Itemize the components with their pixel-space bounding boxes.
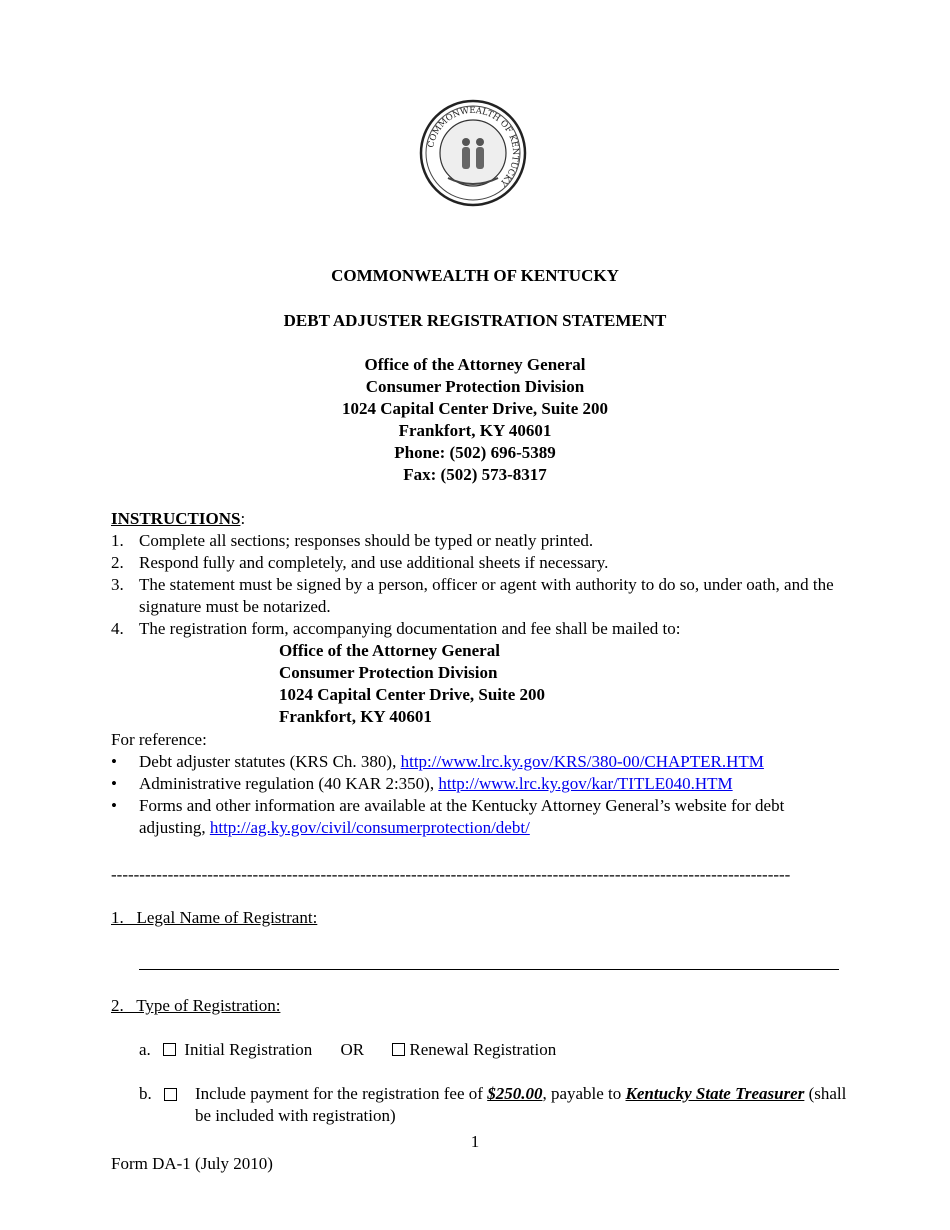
instruction-number: 2. — [111, 553, 124, 572]
reference-text: Administrative regulation (40 KAR 2:350), — [139, 774, 439, 793]
instruction-number: 3. — [111, 575, 124, 594]
office-line: Frankfort, KY 40601 — [398, 421, 552, 440]
dashed-divider: ------------------------------------------------------------------------------------------------------------------------ — [111, 865, 791, 884]
fee-text: (shall be included with registration) — [195, 1084, 847, 1125]
form-id: Form DA-1 (July 2010) — [111, 1154, 273, 1173]
reference-label: For reference: — [111, 730, 207, 749]
initial-registration-checkbox[interactable] — [163, 1043, 176, 1056]
instruction-text: Respond fully and completely, and use additional sheets if necessary. — [139, 553, 609, 572]
section-1-label: 1. Legal Name of Registrant: — [111, 908, 318, 927]
instruction-item — [111, 552, 851, 574]
fee-text: , payable to — [542, 1084, 626, 1103]
mailing-line: Consumer Protection Division — [279, 663, 498, 682]
document-title: DEBT ADJUSTER REGISTRATION STATEMENT — [283, 311, 667, 330]
office-line: Fax: (502) 573-8317 — [403, 465, 547, 484]
office-line: Consumer Protection Division — [365, 377, 585, 396]
kar-regulation-link[interactable]: http://www.lrc.ky.gov/kar/TITLE040.HTM — [438, 774, 733, 793]
payee-name: Kentucky State Treasurer — [625, 1084, 805, 1103]
seal-text: COMMONWEALTH OF KENTUCKY — [426, 105, 521, 188]
reference-list — [111, 751, 851, 839]
instructions-list — [111, 530, 851, 640]
reference-text: Debt adjuster statutes (KRS Ch. 380), — [139, 752, 401, 771]
reference-item — [111, 751, 851, 773]
or-label: OR — [340, 1040, 365, 1059]
instructions-heading — [111, 508, 245, 530]
instruction-item — [111, 618, 851, 640]
instruction-item — [111, 530, 851, 552]
option-letter-a: a. — [139, 1040, 151, 1059]
mailing-line: Office of the Attorney General — [279, 641, 500, 660]
option-letter-b: b. — [139, 1084, 152, 1103]
renewal-registration-label: Renewal Registration — [409, 1040, 557, 1059]
krs-statutes-link[interactable]: http://www.lrc.ky.gov/KRS/380-00/CHAPTER.HTM — [400, 752, 764, 771]
office-line: Phone: (502) 696-5389 — [394, 443, 556, 462]
page-number: 1 — [470, 1132, 480, 1151]
renewal-registration-checkbox[interactable] — [392, 1043, 405, 1056]
initial-registration-label: Initial Registration — [184, 1040, 313, 1059]
state-heading: COMMONWEALTH OF KENTUCKY — [331, 266, 619, 285]
fee-payment-checkbox[interactable] — [164, 1088, 177, 1101]
instruction-item — [111, 574, 851, 618]
instruction-text: The registration form, accompanying documentation and fee shall be mailed to: — [139, 619, 681, 638]
instructions-colon: : — [240, 509, 246, 528]
bullet-icon: • — [111, 774, 117, 793]
instruction-text: Complete all sections; responses should be typed or neatly printed. — [139, 531, 594, 550]
reference-item — [111, 795, 851, 839]
instruction-number: 1. — [111, 531, 124, 550]
ag-website-link[interactable]: http://ag.ky.gov/civil/consumerprotection/debt/ — [209, 818, 530, 837]
section-2-label: 2. Type of Registration: — [111, 996, 281, 1015]
registration-type-row — [139, 1039, 556, 1061]
mailing-line: 1024 Capital Center Drive, Suite 200 — [279, 685, 545, 704]
mailing-address-block — [279, 640, 545, 728]
reference-item — [111, 773, 851, 795]
office-address-block — [0, 354, 950, 486]
instruction-text: The statement must be signed by a person, officer or agent with authority to do so, under oath, and the signature must be notarized. — [139, 575, 834, 616]
bullet-icon: • — [111, 796, 117, 815]
fee-payment-text — [195, 1083, 850, 1127]
state-seal — [418, 98, 528, 208]
fee-text: Include payment for the registration fee of — [195, 1084, 488, 1103]
mailing-line: Frankfort, KY 40601 — [279, 707, 432, 726]
office-line: Office of the Attorney General — [364, 355, 586, 374]
legal-name-field[interactable] — [139, 968, 839, 970]
fee-amount: $250.00 — [487, 1084, 543, 1103]
bullet-icon: • — [111, 752, 117, 771]
instructions-label: INSTRUCTIONS — [111, 509, 241, 528]
instruction-number: 4. — [111, 619, 124, 638]
office-line: 1024 Capital Center Drive, Suite 200 — [342, 399, 608, 418]
reference-text: Forms and other information are available at the Kentucky Attorney General’s website for debt adjusting, — [139, 796, 785, 837]
